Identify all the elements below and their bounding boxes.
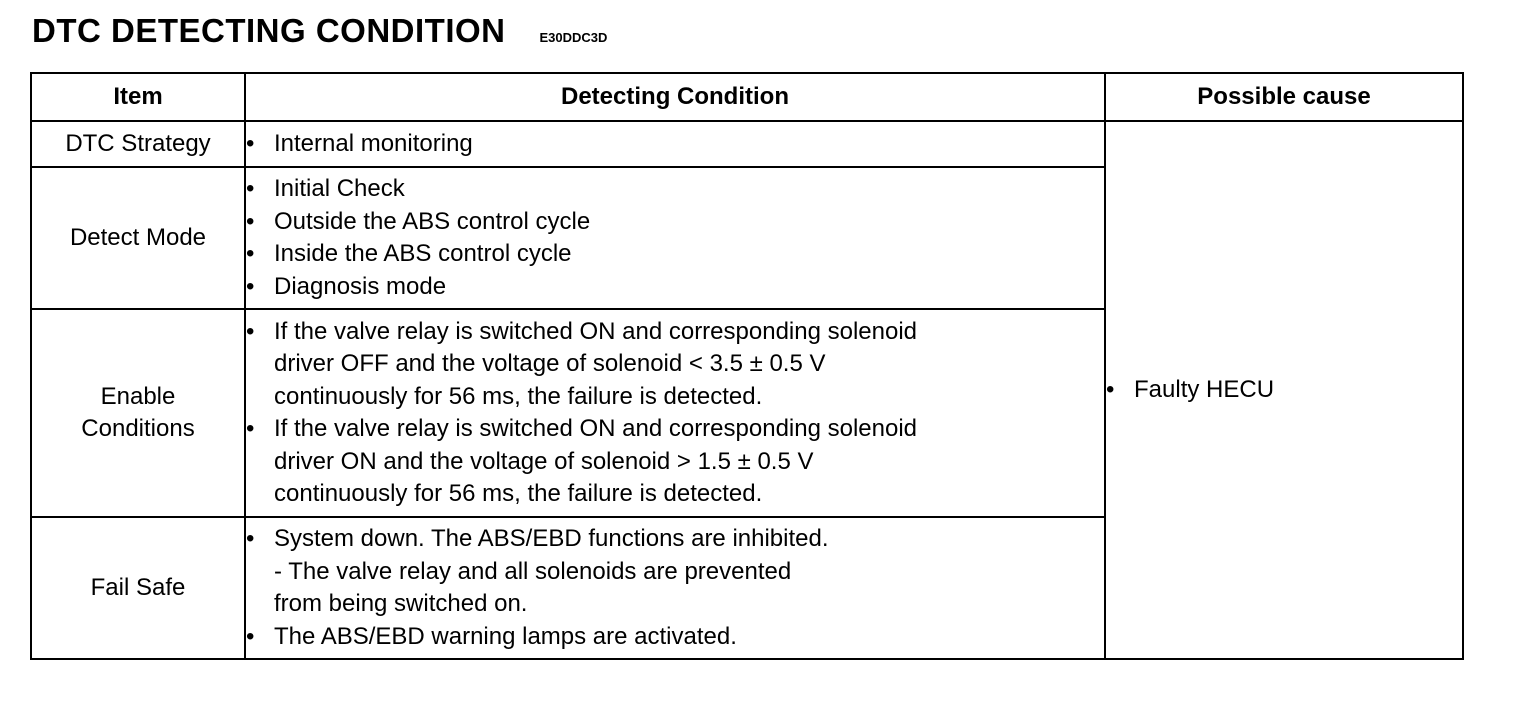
item-detect-mode: Detect Mode (31, 167, 245, 309)
table-header-row (31, 73, 1463, 121)
item-fail-safe: Fail Safe (31, 517, 245, 659)
bullet-item: • Internal monitoring (246, 128, 1104, 161)
item-line: Conditions (81, 415, 195, 442)
bullet-item: • Outside the ABS control cycle (246, 206, 1104, 239)
header-detecting-condition: Detecting Condition (245, 73, 1105, 121)
bullet-item: • The ABS/EBD warning lamps are activated. (246, 621, 1104, 654)
item-line: Enable (100, 383, 176, 410)
page-title: DTC DETECTING CONDITION (32, 12, 506, 49)
bullet-item (246, 413, 1104, 511)
condition-detect-mode (245, 167, 1105, 309)
condition-enable-conditions (245, 309, 1105, 517)
condition-dtc-strategy (245, 121, 1105, 167)
possible-cause-item: • Faulty HECU (1106, 374, 1462, 407)
bullet-item (246, 316, 1104, 414)
bullet-line: • If the valve relay is switched ON and corresponding solenoid (274, 415, 918, 442)
bullet-line: - The valve relay and all solenoids are prevented (274, 557, 792, 585)
header-possible-cause: Possible cause (1105, 73, 1463, 121)
document-code: E30DDC3D (539, 30, 608, 45)
bullet-line: continuously for 56 ms, the failure is detected. (274, 480, 763, 507)
item-enable-conditions (31, 309, 245, 517)
condition-fail-safe (245, 517, 1105, 659)
bullet-line: • If the valve relay is switched ON and corresponding solenoid (274, 317, 918, 345)
possible-cause-cell (1105, 121, 1463, 659)
header-item: Item (31, 73, 245, 121)
bullet-item: • Inside the ABS control cycle (246, 238, 1104, 271)
bullet-line: continuously for 56 ms, the failure is detected. (274, 382, 763, 410)
dtc-condition-table (30, 72, 1464, 660)
bullet-item: • Initial Check (246, 173, 1104, 206)
table-row-dtc-strategy (31, 121, 1463, 167)
bullet-line: • System down. The ABS/EBD functions are inhibited. (274, 525, 829, 552)
bullet-line: from being switched on. (274, 590, 528, 617)
bullet-line: driver OFF and the voltage of solenoid < 3.5 ± 0.5 V (274, 350, 826, 377)
page-heading (32, 12, 607, 50)
bullet-item: • Diagnosis mode (246, 271, 1104, 304)
bullet-item (246, 523, 1104, 621)
item-dtc-strategy: DTC Strategy (31, 121, 245, 167)
bullet-line: driver ON and the voltage of solenoid > 1.5 ± 0.5 V (274, 447, 814, 475)
